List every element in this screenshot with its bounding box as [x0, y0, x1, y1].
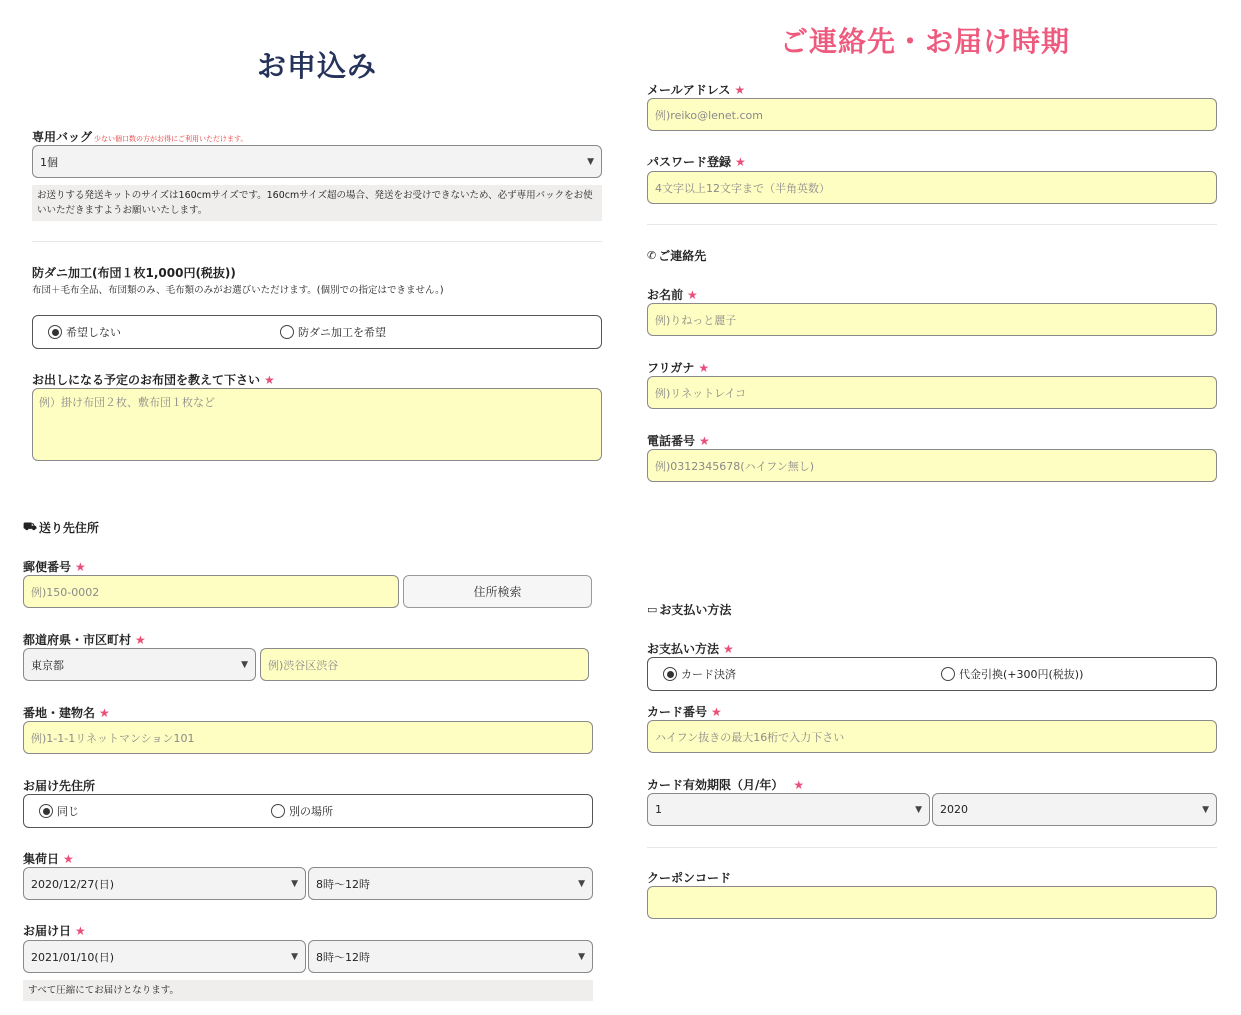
required-star: ★	[687, 288, 698, 302]
kana-label-text: フリガナ	[647, 361, 695, 375]
delivery-time-value: 8時～12時	[316, 950, 370, 964]
phone-icon: ✆	[647, 249, 657, 262]
prefecture-value: 東京都	[31, 658, 64, 672]
delivery-date-value: 2021/01/10(日)	[31, 950, 114, 964]
password-input[interactable]	[647, 171, 1217, 204]
radio-unchecked-icon	[280, 325, 294, 339]
required-star: ★	[723, 642, 734, 656]
chevron-down-icon: ▼	[915, 804, 922, 815]
name-input[interactable]	[647, 303, 1217, 336]
expiry-year-value: 2020	[940, 803, 968, 816]
mite-option-apply[interactable]	[280, 324, 386, 340]
password-placeholder: 4文字以上12文字まで（半角英数）	[655, 181, 830, 195]
divider	[32, 241, 602, 242]
kana-label	[647, 359, 709, 376]
email-label-text: メールアドレス	[647, 83, 731, 97]
expiry-month-select[interactable]	[647, 793, 930, 826]
street-label	[23, 704, 110, 721]
futon-label	[32, 371, 275, 388]
name-label	[647, 286, 698, 303]
name-label-text: お名前	[647, 288, 684, 302]
card-label	[647, 703, 722, 720]
chevron-down-icon: ▼	[241, 659, 248, 670]
coupon-label: クーポンコード	[647, 871, 732, 885]
delivery-address-radio-group	[23, 794, 593, 828]
password-label-text: パスワード登録	[647, 155, 732, 169]
card-number-input[interactable]	[647, 720, 1217, 753]
payment-label	[647, 640, 734, 657]
bag-select[interactable]	[32, 145, 602, 178]
required-star: ★	[99, 706, 110, 720]
divider	[647, 847, 1217, 848]
chevron-down-icon: ▼	[291, 878, 298, 889]
phone-label	[647, 432, 710, 449]
kana-input[interactable]	[647, 376, 1217, 409]
phone-placeholder: 例)0312345678(ハイフン無し)	[655, 459, 815, 473]
futon-textarea[interactable]	[32, 388, 602, 461]
address-section-text: 送り先住所	[38, 521, 99, 535]
payment-option-card-label: カード決済	[681, 668, 736, 681]
delivery-address-other-label: 別の場所	[289, 805, 333, 818]
mite-option-none[interactable]	[48, 324, 121, 340]
zip-input[interactable]	[23, 575, 399, 608]
required-star: ★	[735, 155, 746, 169]
pickup-date-select[interactable]	[23, 867, 306, 900]
email-input[interactable]	[647, 98, 1217, 131]
delivery-date-label	[23, 922, 86, 939]
required-star: ★	[734, 83, 746, 97]
payment-label-text: お支払い方法	[647, 642, 720, 656]
payment-section-text: お支払い方法	[659, 603, 732, 617]
address-section-title	[23, 519, 99, 536]
address-search-button[interactable]: 住所検索	[403, 575, 592, 608]
chevron-down-icon: ▼	[291, 951, 298, 962]
street-placeholder: 例)1-1-1リネットマンション101	[31, 731, 195, 745]
pref-label	[23, 631, 146, 648]
required-star: ★	[711, 705, 722, 719]
expiry-label-text: カード有効期限（月/年）	[647, 778, 784, 792]
kana-placeholder: 例)リネットレイコ	[655, 386, 747, 400]
zip-placeholder: 例)150-0002	[31, 585, 100, 599]
bag-note: 少ない個口数の方がお得にご利用いただけます。	[94, 135, 248, 143]
expiry-label	[647, 776, 804, 793]
chevron-down-icon: ▼	[587, 156, 594, 167]
prefecture-select[interactable]	[23, 648, 256, 681]
pickup-time-value: 8時～12時	[316, 877, 370, 891]
email-label	[647, 81, 745, 98]
delivery-address-other[interactable]	[271, 803, 333, 819]
bag-info-note: お送りする発送キットのサイズは160cmサイズです。160cmサイズ超の場合、発送をお受けできないため、必ず専用バックをお使いいただきますようお願いいたします。	[32, 185, 602, 221]
mite-option-apply-label: 防ダニ加工を希望	[298, 326, 386, 339]
required-star: ★	[699, 434, 710, 448]
required-star: ★	[75, 924, 86, 938]
divider	[647, 224, 1217, 225]
card-placeholder: ハイフン抜きの最大16桁で入力下さい	[655, 730, 845, 744]
required-star: ★	[698, 361, 710, 375]
pref-label-text: 都道府県・市区町村	[23, 633, 132, 647]
street-label-text: 番地・建物名	[23, 706, 96, 720]
pickup-label	[23, 850, 74, 867]
payment-option-cod[interactable]	[941, 666, 1083, 682]
city-input[interactable]	[260, 648, 589, 681]
chevron-down-icon: ▼	[578, 878, 585, 889]
futon-label-text: お出しになる予定のお布団を教えて下さい	[32, 373, 261, 387]
truck-icon: ⛟	[23, 520, 37, 533]
pickup-date-value: 2020/12/27(日)	[31, 877, 114, 891]
zip-label	[23, 558, 86, 575]
delivery-address-same[interactable]	[39, 803, 79, 819]
contact-section-text: ご連絡先	[658, 249, 707, 263]
city-placeholder: 例)渋谷区渋谷	[268, 658, 339, 672]
password-label	[647, 153, 746, 170]
payment-option-cod-label: 代金引換(+300円(税抜))	[959, 668, 1084, 681]
delivery-time-select[interactable]	[308, 940, 593, 973]
required-star: ★	[63, 852, 74, 866]
radio-checked-icon	[48, 325, 62, 339]
radio-unchecked-icon	[271, 804, 285, 818]
expiry-month-value: 1	[655, 803, 662, 816]
required-star: ★	[793, 778, 805, 792]
delivery-address-same-label: 同じ	[57, 805, 79, 818]
zip-label-text: 郵便番号	[23, 560, 72, 574]
chevron-down-icon: ▼	[578, 951, 585, 962]
expiry-year-select[interactable]	[932, 793, 1217, 826]
required-star: ★	[264, 373, 275, 387]
required-star: ★	[75, 560, 86, 574]
credit-card-icon: ▭	[647, 603, 658, 616]
radio-unchecked-icon	[941, 667, 955, 681]
mite-radio-group	[32, 315, 602, 349]
delivery-date-select[interactable]	[23, 940, 306, 973]
card-label-text: カード番号	[647, 705, 708, 719]
chevron-down-icon: ▼	[1202, 804, 1209, 815]
coupon-input[interactable]	[647, 886, 1217, 919]
bag-select-value: 1個	[40, 155, 58, 169]
radio-checked-icon	[663, 667, 677, 681]
delivery-date-label-text: お届け日	[23, 924, 72, 938]
page-title-contact: ご連絡先・お届け時期	[780, 25, 1071, 58]
name-placeholder: 例)りねっと麗子	[655, 313, 737, 327]
radio-checked-icon	[39, 804, 53, 818]
delivery-address-label: お届け先住所	[23, 779, 96, 793]
pickup-label-text: 集荷日	[23, 852, 60, 866]
mite-option-none-label: 希望しない	[66, 326, 121, 339]
payment-section-title	[647, 601, 731, 618]
street-input[interactable]	[23, 721, 593, 754]
mite-desc: 布団＋毛布全品、布団類のみ、毛布類のみがお選びいただけます。(個別での指定はできません。)	[32, 285, 444, 296]
payment-radio-group	[647, 657, 1217, 691]
payment-option-card[interactable]	[663, 666, 736, 682]
bag-label-text: 専用バッグ	[32, 130, 93, 144]
phone-input[interactable]	[647, 449, 1217, 482]
bag-label	[32, 128, 247, 145]
phone-label-text: 電話番号	[647, 434, 696, 448]
required-star: ★	[135, 633, 146, 647]
pickup-time-select[interactable]	[308, 867, 593, 900]
mite-label: 防ダニ加工(布団１枚1,000円(税抜))	[32, 266, 236, 280]
contact-section-title	[647, 247, 706, 264]
email-placeholder: 例)reiko@lenet.com	[655, 108, 763, 122]
page-title-apply: お申込み	[257, 49, 378, 83]
delivery-note: すべて圧縮にてお届けとなります。	[23, 980, 593, 1001]
